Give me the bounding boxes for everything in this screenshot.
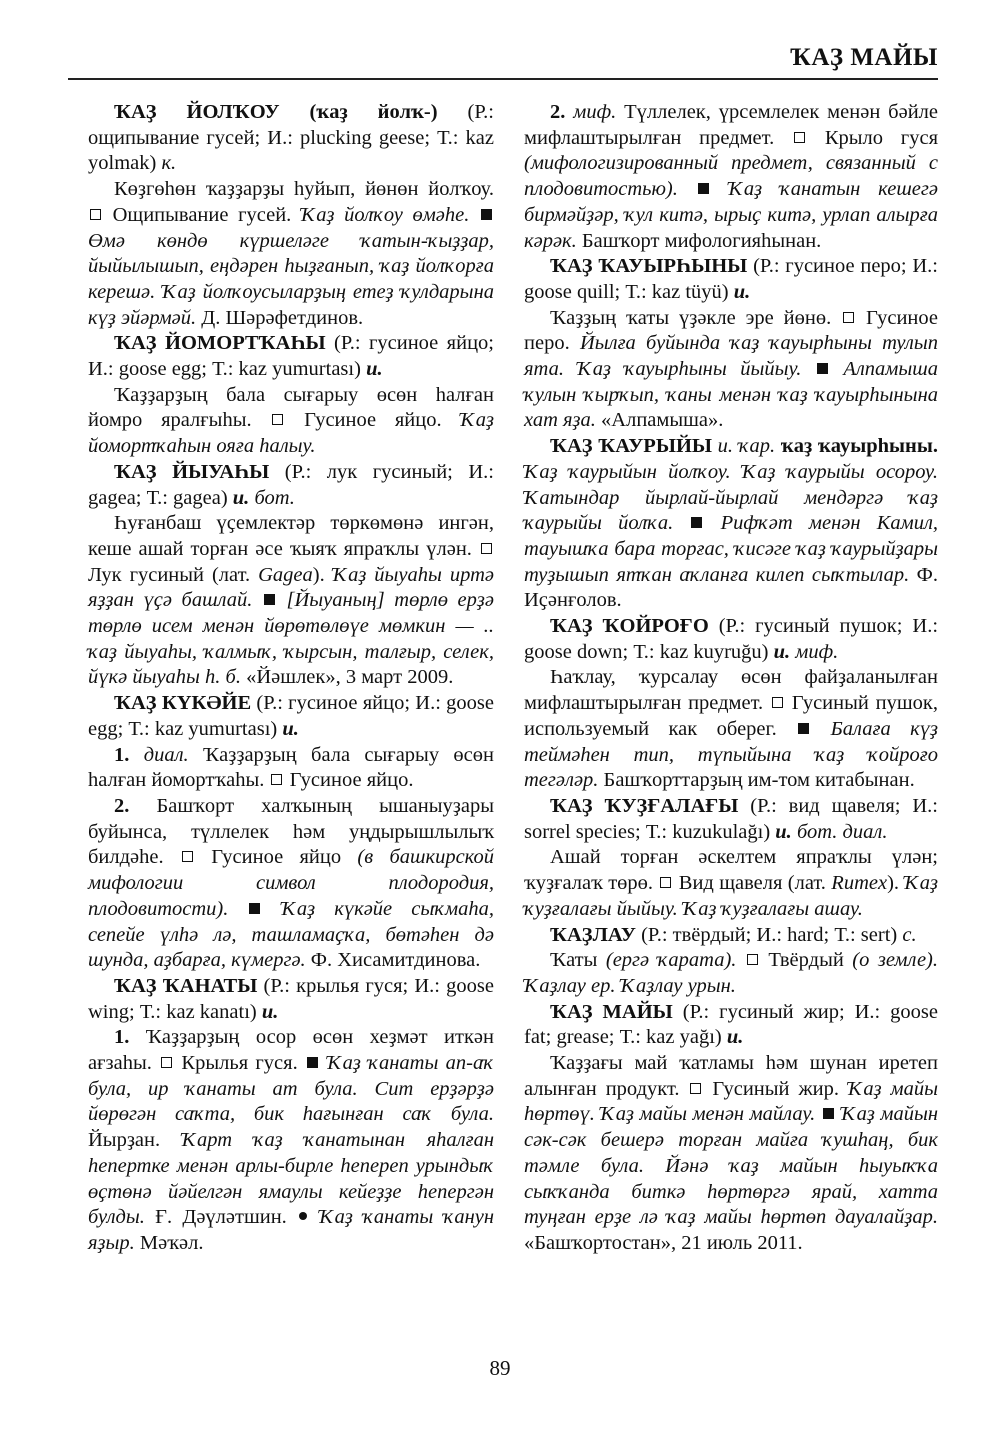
- text-segment: Ф. Иҫәнғолов.: [524, 563, 938, 612]
- dictionary-entry-headword-line: [524, 254, 938, 305]
- text-segment: [736, 949, 744, 971]
- headword: 2.: [550, 101, 566, 123]
- text-segment: бот.: [249, 486, 295, 509]
- page-number: 89: [489, 1356, 511, 1380]
- text-segment: и.: [775, 820, 792, 843]
- text-segment: «Башҡортостан», 21 июль 2011.: [524, 1231, 803, 1254]
- text-segment: Йырҙан.: [88, 1129, 182, 1152]
- bullet-dot-marker-icon: [299, 1212, 307, 1220]
- text-segment: Гусиное яйцо.: [285, 409, 461, 432]
- text-segment: Гусиное перо.: [524, 306, 938, 355]
- text-segment: (Р.: вид щавеля; И.: sorrel species; Т.: kuzukulağı): [524, 794, 939, 843]
- dictionary-entry-definition: [524, 306, 938, 435]
- text-segment: ).: [312, 563, 333, 586]
- dictionary-entry-definition: [524, 1051, 938, 1257]
- text-segment: Гусиное яйцо.: [284, 769, 414, 792]
- filled-square-marker-icon: [698, 183, 709, 194]
- column-right: [524, 100, 938, 1257]
- text-segment: (ергә ҡарата).: [605, 949, 737, 972]
- headword: ҠАҘ ЙОМОРТҠАҺЫ: [114, 332, 326, 355]
- dictionary-entry-definition: [88, 383, 494, 460]
- text-segment: (Р.: гусиный пушок; И.: goose down; Т.: kaz kuyruğu): [524, 615, 939, 663]
- text-segment: Һуғанбаш үҫемлектәр төркөмөнә ингән, кеше ашай торған әсе ҡыяҡ япраҡлы үлән.: [88, 512, 494, 560]
- dictionary-entry-headword-line: [524, 434, 938, 614]
- text-segment: (мифологизированный предмет, связанный с плодовитостью).: [524, 152, 938, 201]
- text-segment: и.: [366, 358, 383, 381]
- open-square-marker-icon: [747, 954, 758, 965]
- text-segment: Лук гусиный (лат.: [88, 563, 259, 586]
- text-segment: Ф. Хисамитдинова.: [305, 949, 481, 972]
- headword: ҠАҘ ҠОЙРОҒО: [550, 615, 709, 638]
- text-segment: Ҡаҙ ҡаурыйын йолҡоу. Ҡаҙ ҡаурыйы осороу. Ҡатындар йырлай-йырлай мендәргә ҡаҙ ҡаурыйы йолҡа.: [524, 460, 938, 535]
- text-segment: Ҡаҙҙың ҡаты үҙәкле эре йөнө.: [550, 306, 842, 329]
- text-segment: и.: [773, 640, 791, 663]
- text-segment: Ҡаҙҙағы май ҡатламы һәм шунан иретеп алынған продукт.: [524, 1052, 938, 1100]
- headword: 1.: [114, 1026, 130, 1049]
- open-square-marker-icon: [843, 312, 854, 323]
- text-segment: Gagea: [258, 563, 313, 586]
- text-segment: (Р.: крылья гуся; И.: goose wing; Т.: kaz kanatı): [88, 974, 494, 1023]
- text-segment: и.: [232, 486, 250, 509]
- column-left: [88, 100, 494, 1257]
- text-segment: Крылья гуся.: [174, 1052, 305, 1075]
- text-segment: и.: [282, 717, 299, 740]
- header-rule: [68, 78, 938, 80]
- text-segment: миф.: [790, 640, 839, 663]
- text-segment: и. ҡар.: [712, 435, 776, 458]
- headword: ҠАҘ ЙЫУАҺЫ: [114, 460, 270, 483]
- headword: 2.: [114, 794, 130, 817]
- open-square-marker-icon: [660, 877, 671, 888]
- text-segment: (Р.: гусиное яйцо; И.: goose egg; Т.: kaz yumurtası): [88, 692, 494, 740]
- text-segment: Башҡорт мифологияһынан.: [576, 229, 822, 252]
- text-segment: миф.: [565, 101, 617, 123]
- text-segment: Өмә көндө күршеләге ҡатын-ҡыҙҙар, йыйылышып, еңдәрен һыҙғанып, ҡаҙ йолҡорға керешә. Ҡаҙ йолҡоусыларҙың етеҙ ҡулдарына күҙ эйәрмәй.: [88, 229, 494, 329]
- text-segment: Йылға буйында ҡаҙ ҡауырһыны тулып ята. Ҡаҙ ҡауырһыны йыйыу.: [524, 332, 938, 381]
- text-segment: бот. диал.: [791, 820, 888, 843]
- text-segment: Ҡаҙ ҡанатын кешегә бирмәйҙәр, ҡул китә, ырыҫ китә, урлап алырға кәрәк.: [524, 178, 938, 252]
- text-segment: Түллелек, үрсемлелек менән бәйле мифлаштырылған предмет.: [524, 101, 938, 149]
- dictionary-entry-definition: [88, 511, 494, 691]
- filled-square-marker-icon: [264, 594, 275, 605]
- text-segment: с.: [902, 923, 917, 946]
- text-segment: (Р.: твёрдый; И.: hard; Т.: sert): [635, 923, 903, 946]
- open-square-marker-icon: [90, 209, 101, 220]
- text-segment: (Р.: гусиное перо; И.: goose quill; Т.: kaz tüyü): [524, 255, 938, 303]
- text-segment: «Алпамыша».: [595, 409, 724, 432]
- headword: ҠАҘЛАУ: [550, 923, 636, 946]
- text-segment: Ҡаҙ йыуаһы иртә яҙҙан үҫә башлай.: [88, 563, 494, 612]
- text-segment: Башҡорттарҙың им-том китабынан.: [598, 769, 915, 792]
- headword: ҠАҘ ҠУҘҒАЛАҒЫ: [550, 794, 739, 817]
- text-segment: Гусиный жир.: [703, 1077, 848, 1100]
- text-segment: Ҡаҙ күкәйе сыҡмаһа, сепейе үлһә лә, ташламаҫҡа, бөтәһен дә шунда, аҙбарға, күмергә.: [88, 897, 494, 972]
- text-segment: Ҡаҙ йолҡоу өмәһе.: [300, 203, 480, 226]
- text-segment: Ғ. Дәүләтшин.: [144, 1206, 298, 1229]
- headword: ҠАҘ МАЙЫ: [550, 1000, 673, 1023]
- text-segment: диал.: [129, 743, 189, 766]
- dictionary-entry-headword-line: [524, 614, 938, 665]
- text-segment: и.: [261, 1000, 279, 1023]
- text-segment: Ҡаҙ майын сәк-сәк бешерә торған майға ҡушһаң, бик тәмле була. Йәнә ҡаҙ майын һыуыҡҡа сыҡҡанда биткә һөртөргә ярай, хатта туңған ерҙе лә ҡаҙ майы һөртөп дауалайҙар.: [524, 1103, 939, 1229]
- text-segment: Гусиный пушок, используемый как оберег.: [524, 692, 938, 740]
- filled-square-marker-icon: [307, 1057, 318, 1068]
- text-segment: (Р.: ощипывание гусей; И.: plucking geese; Т.: kaz yolmak): [88, 101, 494, 175]
- dictionary-entry-headword-line: [88, 331, 494, 382]
- dictionary-entry-definition: [524, 665, 938, 794]
- text-segment: и.: [733, 280, 751, 303]
- text-segment: Д. Шәрәфетдинов.: [196, 306, 364, 329]
- text-segment: [Йыуаның] төрлө ерҙә төрлө исем менән йөрөтөлөүе мөмкин — .. ҡаҙ йыуаһы, ҡалмыҡ, ҡырсын, талғыр, селек, йүкә йыуаһы һ. б.: [88, 589, 494, 689]
- dictionary-entry-headword-line: [88, 460, 494, 511]
- headword: ҠАҘ ҠАНАТЫ: [114, 974, 258, 997]
- open-square-marker-icon: [182, 851, 193, 862]
- open-square-marker-icon: [772, 697, 783, 708]
- open-square-marker-icon: [481, 543, 492, 554]
- dictionary-entry-headword-line: [88, 974, 494, 1025]
- text-segment: Балаға күҙ теймәһен тип, түпыйына ҡаҙ ҡойроғо тегәләр.: [524, 717, 938, 792]
- text-segment: Твёрдый: [759, 949, 853, 972]
- dictionary-entry-definition: [524, 100, 938, 254]
- text-segment: Ощипывание гусей.: [103, 203, 301, 226]
- text-segment: «Йәшлек», 3 март 2009.: [241, 666, 454, 689]
- dictionary-entry-headword-line: [524, 923, 938, 949]
- text-segment: Rumex: [831, 872, 888, 895]
- headword: ҠАҘ КҮКӘЙЕ: [114, 692, 252, 715]
- open-square-marker-icon: [272, 414, 283, 425]
- text-segment: (в башкирской мифологии символ плодородия, плодовитости).: [88, 846, 494, 920]
- dictionary-entry-headword-line: [524, 1000, 938, 1051]
- dictionary-entry-headword-line: [88, 691, 494, 742]
- running-head: ҠАҘ МАЙЫ: [790, 44, 938, 71]
- headword: ҠАҘ ҠАУРЫЙЫ: [550, 435, 713, 458]
- text-segment: Ҡаҙ ҡанаты ап-аҡ була, ир ҡанаты ат була. Сит ерҙәрҙә йөрөгән саҡта, бик һағынған саҡ була.: [88, 1052, 494, 1126]
- dictionary-entry-headword-line: [88, 100, 494, 177]
- text-segment: Ҡаҙ майы һөртөү. Ҡаҙ майы менән майлау.: [524, 1077, 938, 1126]
- dictionary-entry-definition: [88, 177, 494, 331]
- text-segment: Ашай торған әскелтем япраҡлы үлән; ҡуҙғалаҡ төрө.: [524, 846, 938, 895]
- text-segment: Ҡаҙҙарҙың бала сығарыу өсөн һалған йомро яралғыһы.: [88, 383, 494, 432]
- text-segment: Көҙгөһөн ҡаҙҙарҙы һуйып, йөнөн йолҡоу.: [114, 178, 494, 201]
- text-segment: Гусиное яйцо: [194, 846, 358, 869]
- open-square-marker-icon: [794, 132, 805, 143]
- headword: ҠАҘ ҠАУЫРҺЫНЫ: [550, 255, 748, 278]
- text-segment: (Р.: лук гусиный; И.: gagea; Т.: gagea): [88, 460, 494, 509]
- text-segment: Ҡаты: [550, 949, 606, 972]
- text-segment: Башҡорт халҡының ышаныуҙары буйынса, түллелек һәм уңдырышлылыҡ билдәһе.: [88, 794, 494, 869]
- text-segment: Ҡаҙ ҡанаты ҡанун яҙыр.: [88, 1206, 495, 1254]
- dictionary-entry-definition: [88, 1025, 494, 1256]
- filled-square-marker-icon: [481, 209, 492, 220]
- dictionary-entry-definition: [88, 794, 494, 974]
- text-segment: Ҡарт ҡаҙ ҡанатынан яһалған һепертке менән арлы-бирле һепереп урындыҡ өҫтөнә йәйелгән ямаулы кейеҙҙе һепергән булды.: [88, 1129, 494, 1229]
- dictionary-entry-definition: [524, 948, 938, 999]
- text-segment: и.: [726, 1026, 744, 1049]
- dictionary-entry-headword-line: [524, 794, 938, 845]
- filled-square-marker-icon: [798, 723, 809, 734]
- text-segment: Ҡаҙ ҡуҙғалағы йыйыу. Ҡаҙ ҡуҙғалағы ашау.: [524, 872, 939, 920]
- open-square-marker-icon: [271, 774, 282, 785]
- open-square-marker-icon: [161, 1057, 172, 1068]
- text-segment: Рифҡәт менән Камил, тауышҡа бара торғас, ҡисәге ҡаҙ ҡаурыйҙары туҙышып ятҡан аҡланға килеп сыҡтылар.: [524, 512, 939, 586]
- text-segment: Алпамыша ҡулын ҡырҡып, ҡаны менән ҡаҙ ҡауырһынына хат яҙа.: [524, 358, 938, 432]
- text-segment: (о земле). Ҡаҙлау ер. Ҡаҙлау урын.: [524, 949, 938, 997]
- text-segment: Ҡаҙҙарҙың осор өсөн хеҙмәт иткән ағзаһы.: [88, 1026, 494, 1075]
- headword: 1.: [114, 743, 130, 766]
- text-segment: Ҡаҙ йомортҡаһын ояға һалыу.: [88, 409, 494, 458]
- text-segment: Мәҡәл.: [134, 1231, 204, 1254]
- text-segment: ).: [887, 872, 905, 895]
- text-segment: ҡаҙ ҡауырһыны.: [775, 435, 939, 458]
- filled-square-marker-icon: [249, 903, 260, 914]
- text-segment: Һаҡлау, ҡурсалау өсөн файҙаланылған мифлаштырылған предмет.: [524, 666, 938, 715]
- headword: ҠАҘ ЙОЛҠОУ (ҡаҙ йолҡ-): [114, 101, 438, 123]
- text-segment: Ҡаҙҙарҙың бала сығарыу өсөн һалған йомортҡаһы.: [88, 743, 495, 792]
- dictionary-entry-definition: [524, 845, 938, 922]
- text-segment: Вид щавеля (лат.: [673, 872, 832, 895]
- text-segment: (Р.: гусиный жир; И.: goose fat; grease; Т.: kaz yağı): [524, 1000, 938, 1049]
- filled-square-marker-icon: [817, 363, 828, 374]
- filled-square-marker-icon: [691, 517, 702, 528]
- dictionary-entry-definition: [88, 743, 494, 794]
- open-square-marker-icon: [690, 1083, 701, 1094]
- text-segment: Крыло гуся: [807, 126, 938, 149]
- filled-square-marker-icon: [823, 1108, 834, 1119]
- text-segment: (Р.: гусиное яйцо; И.: goose egg; Т.: kaz yumurtası): [88, 332, 494, 381]
- text-segment: к.: [161, 152, 177, 175]
